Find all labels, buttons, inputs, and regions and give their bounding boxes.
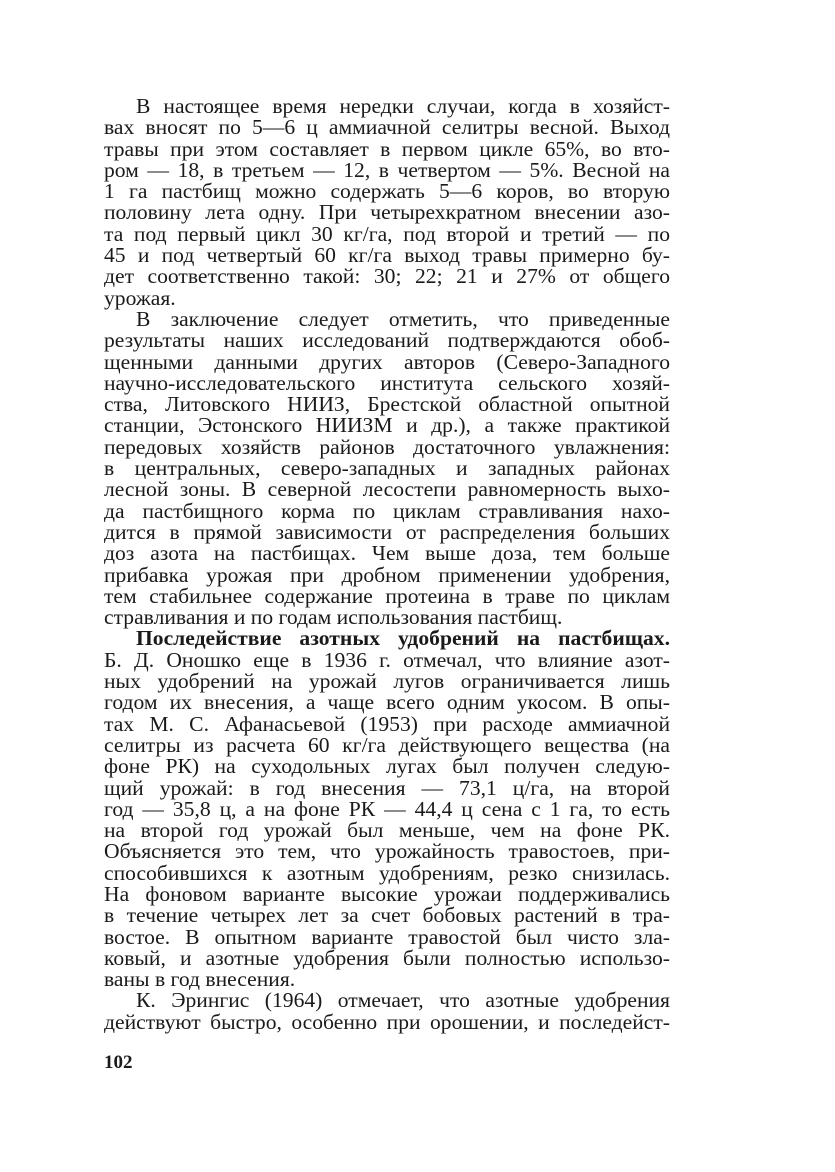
- text-line: способившихся к азотным удобрениям, резко снизилась.: [104, 860, 670, 885]
- text-line: половину лета одну. При четырехкратном внесении азо-: [104, 200, 670, 225]
- text-line: на второй год урожай был меньше, чем на фоне РК.: [104, 818, 670, 843]
- text-line: 1 га пастбищ можно содержать 5—6 коров, во вторую: [104, 179, 670, 204]
- text-line: год — 35,8 ц, а на фоне РК — 44,4 ц сена с 1 га, то есть: [104, 796, 670, 821]
- text-line: ром — 18, в третьем — 12, в четвертом — 5%. Весной на: [104, 157, 670, 182]
- text-line: научно-исследовательского института сельского хозяй-: [104, 370, 670, 395]
- section-heading: Последействие азотных удобрений на пастбищах.: [136, 626, 670, 651]
- text-line: результаты наших исследований подтверждаются обоб-: [104, 328, 670, 353]
- text-line: стравливания и по годам использования пастбищ.: [104, 605, 563, 630]
- text-line: щенными данными других авторов (Северо-Западного: [104, 349, 670, 374]
- text-line: та под первый цикл 30 кг/га, под второй и третий — по: [104, 221, 670, 246]
- text-line: травы при этом составляет в первом цикле 65%, во вто-: [104, 136, 670, 161]
- text-line: доз азота на пастбищах. Чем выше доза, тем больше: [104, 541, 670, 566]
- paragraph-3: [104, 628, 670, 990]
- paragraph-2: [104, 306, 670, 630]
- text-line: передовых хозяйств районов достаточного увлажнения:: [104, 434, 670, 459]
- text-line: ваны в год внесения.: [104, 967, 296, 992]
- text-line: Б. Д. Оношко еще в 1936 г. отмечал, что влияние азот-: [104, 647, 670, 672]
- text-line: На фоновом варианте высокие урожаи поддерживались: [104, 881, 670, 906]
- text-line: урожая.: [104, 285, 176, 310]
- text-line: щий урожай: в год внесения — 73,1 ц/га, на второй: [104, 775, 670, 800]
- text-line: Объясняется это тем, что урожайность травостоев, при-: [104, 839, 670, 864]
- text-line: в центральных, северо-западных и западных районах: [104, 456, 670, 481]
- page-body: [104, 96, 670, 1033]
- text-line: дет соответственно такой: 30; 22; 21 и 27% от общего: [104, 264, 670, 289]
- text-line: тем стабильнее содержание протеина в траве по циклам: [104, 583, 670, 608]
- text-line: вах вносят по 5—6 ц аммиачной селитры весной. Выход: [104, 115, 670, 140]
- text-line: годом их внесения, а чаще всего одним укосом. В опы-: [104, 690, 670, 715]
- text-line: В заключение следует отметить, что приведенные: [136, 306, 670, 331]
- text-line: В настоящее время нередки случаи, когда в хозяйст-: [136, 94, 670, 118]
- text-line: да пастбищного корма по циклам стравливания нахо-: [104, 498, 670, 523]
- text-line: фоне РК) на суходольных лугах был получен следую-: [104, 754, 670, 779]
- text-line: К. Эрингис (1964) отмечает, что азотные удобрения: [136, 988, 670, 1013]
- text-line: действуют быстро, особенно при орошении, и последейст-: [104, 1009, 670, 1034]
- text-line: ковый, и азотные удобрения были полностью использо-: [104, 945, 670, 970]
- text-line: селитры из расчета 60 кг/га действующего вещества (на: [104, 732, 670, 757]
- text-line: ных удобрений на урожай лугов ограничивается лишь: [104, 669, 670, 694]
- text-line: в течение четырех лет за счет бобовых растений в тра-: [104, 903, 670, 928]
- text-line: востое. В опытном варианте травостой был чисто зла-: [104, 924, 670, 949]
- paragraph-4: [104, 990, 670, 1033]
- page-number: 102: [104, 1052, 133, 1073]
- text-line: дится в прямой зависимости от распределения больших: [104, 519, 670, 544]
- text-line: ства, Литовского НИИЗ, Брестской областной опытной: [104, 392, 670, 417]
- text-line: 45 и под четвертый 60 кг/га выход травы примерно бу-: [104, 243, 670, 268]
- text-line: прибавка урожая при дробном применении удобрения,: [104, 562, 670, 587]
- paragraph-1: [104, 96, 670, 309]
- text-line: лесной зоны. В северной лесостепи равномерность выхо-: [104, 477, 670, 502]
- text-line: тах М. С. Афанасьевой (1953) при расходе аммиачной: [104, 711, 670, 736]
- text-line: станции, Эстонского НИИЗМ и др.), а также практикой: [104, 413, 670, 438]
